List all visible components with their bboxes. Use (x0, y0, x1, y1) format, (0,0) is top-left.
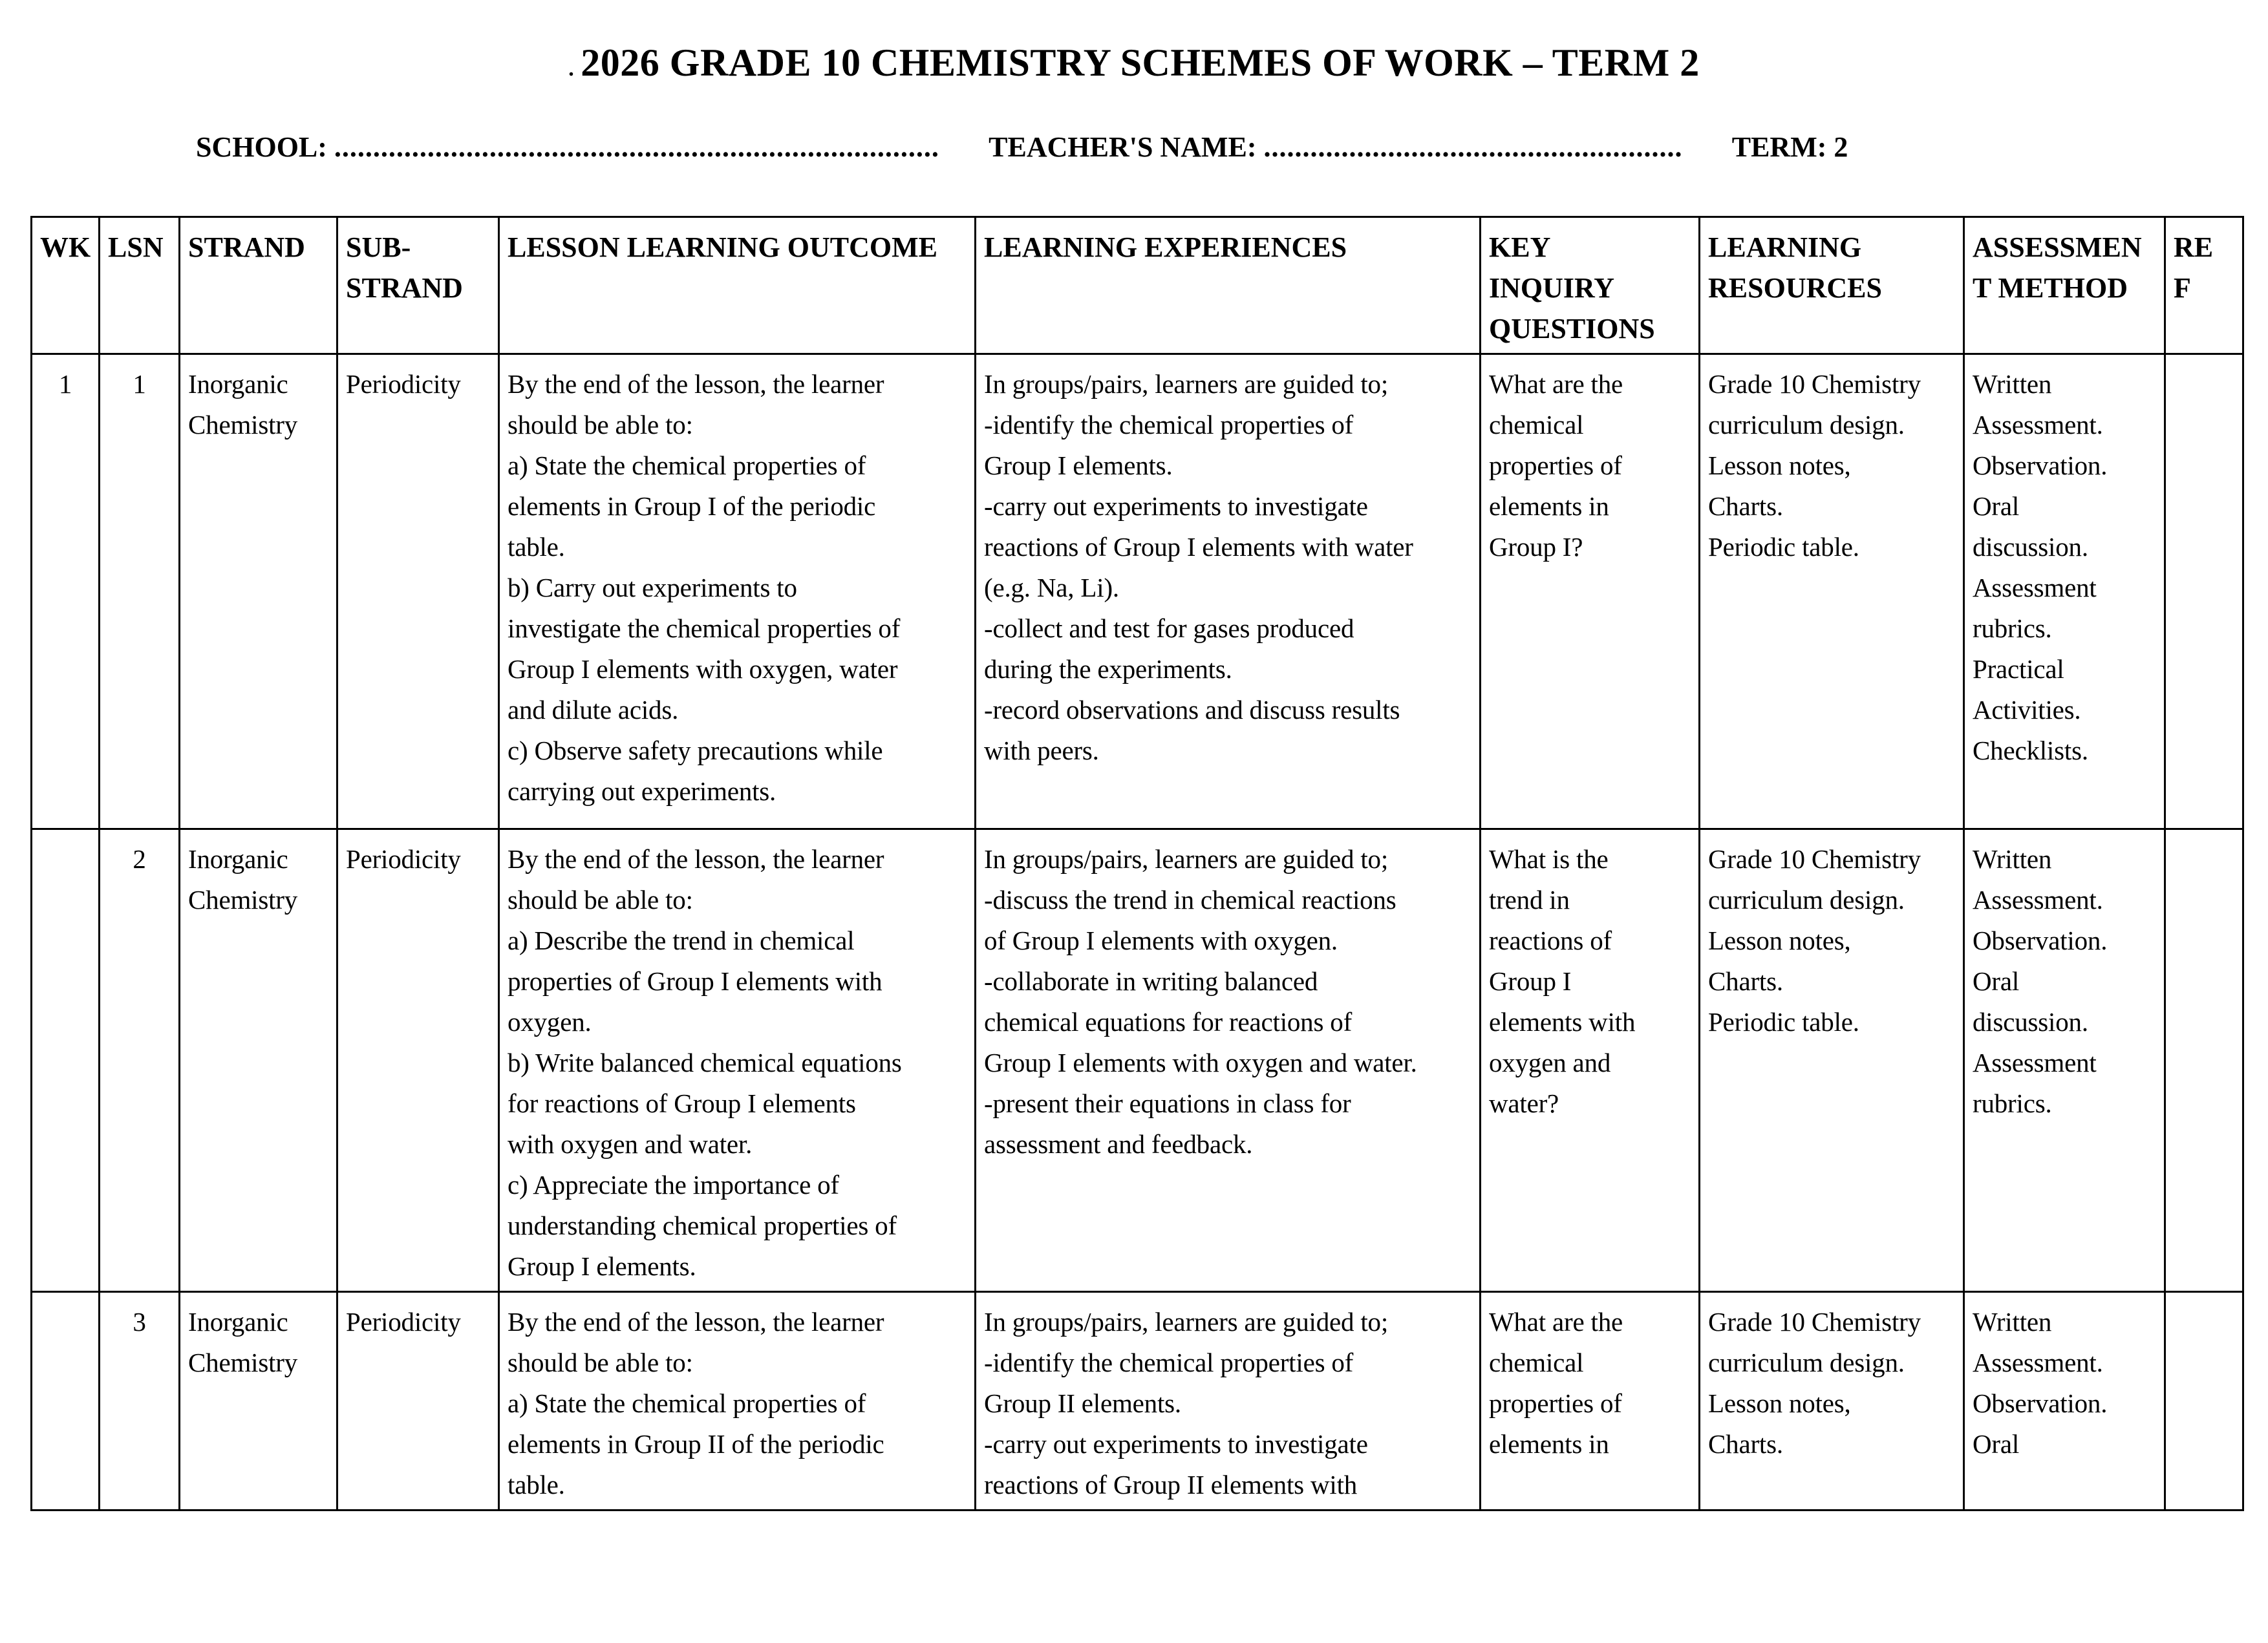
text-line: Group I (1489, 966, 1572, 996)
text-line: should be able to: (508, 885, 693, 915)
lesson-learning-outcome-cell (499, 1292, 976, 1510)
sub-strand-cell (337, 1292, 499, 1510)
text-line: Lesson notes, (1708, 450, 1851, 480)
header-learning-resources (1700, 217, 1964, 354)
text-line: table. (508, 532, 565, 562)
text-line: WK (40, 231, 91, 263)
header-lesson-learning-outcome (499, 217, 976, 354)
text-line: Checklists. (1973, 736, 2088, 765)
text-line: Grade 10 Chemistry (1708, 844, 1921, 874)
table-row (32, 1292, 2243, 1510)
text-line: -collaborate in writing balanced (984, 966, 1318, 996)
learning-resources-cell (1700, 1292, 1964, 1510)
text-line: Group I? (1489, 532, 1583, 562)
text-line: properties of (1489, 1388, 1622, 1418)
text-line: discussion. (1973, 1007, 2088, 1037)
text-line: elements in (1489, 491, 1609, 521)
text-line: Oral (1973, 966, 2020, 996)
strand-cell (180, 1292, 337, 1510)
text-line: a) Describe the trend in chemical (508, 926, 855, 955)
text-line: Oral (1973, 491, 2020, 521)
strand-cell (180, 829, 337, 1292)
text-line: Charts. (1708, 966, 1783, 996)
text-line: Chemistry (188, 885, 298, 915)
text-line: with oxygen and water. (508, 1129, 753, 1159)
text-line: Inorganic (188, 844, 288, 874)
lsn-cell: 3 (100, 1292, 180, 1510)
text-line: (e.g. Na, Li). (984, 573, 1119, 602)
school-blank-dots: .............................................................................. (334, 131, 939, 163)
text-line: reactions of (1489, 926, 1612, 955)
learning-resources-cell (1700, 829, 1964, 1292)
text-line: b) Write balanced chemical equations (508, 1048, 902, 1077)
text-line: Inorganic (188, 1307, 288, 1337)
text-line: Oral (1973, 1429, 2020, 1459)
text-line: water? (1489, 1088, 1559, 1118)
table-row (32, 829, 2243, 1292)
text-line: Grade 10 Chemistry (1708, 1307, 1921, 1337)
text-line: By the end of the lesson, the learner (508, 844, 884, 874)
text-line: reactions of Group I elements with water (984, 532, 1413, 562)
header-strand (180, 217, 337, 354)
wk-cell (32, 1292, 100, 1510)
header-ref (2165, 217, 2243, 354)
text-line: reactions of Group II elements with (984, 1470, 1358, 1500)
table-header-row (32, 217, 2243, 354)
text-line: Observation. (1973, 926, 2108, 955)
assessment-method-cell (1964, 829, 2165, 1292)
text-line: Periodicity (346, 1307, 461, 1337)
text-line: Observation. (1973, 450, 2108, 480)
text-line: during the experiments. (984, 654, 1232, 684)
text-line: Group I elements. (508, 1251, 696, 1281)
text-line: INQUIRY (1489, 272, 1615, 304)
text-line: Periodicity (346, 369, 461, 399)
text-line: curriculum design. (1708, 885, 1905, 915)
text-line: -collect and test for gases produced (984, 613, 1354, 643)
text-line: What are the (1489, 1307, 1623, 1337)
text-line: chemical (1489, 410, 1584, 440)
text-line: Periodic table. (1708, 532, 1859, 562)
text-line: T METHOD (1973, 272, 2128, 304)
text-line: LEARNING EXPERIENCES (984, 231, 1347, 263)
teacher-name-label: TEACHER'S NAME: (989, 131, 1257, 163)
learning-experiences-cell (976, 829, 1481, 1292)
text-line: -record observations and discuss results (984, 695, 1400, 725)
lsn-cell: 2 (100, 829, 180, 1292)
text-line: should be able to: (508, 1348, 693, 1377)
text-line: should be able to: (508, 410, 693, 440)
text-line: investigate the chemical properties of (508, 613, 901, 643)
text-line: Assessment. (1973, 885, 2103, 915)
text-line: understanding chemical properties of (508, 1211, 897, 1240)
text-line: -present their equations in class for (984, 1088, 1351, 1118)
text-line: trend in (1489, 885, 1570, 915)
text-line: STRAND (188, 231, 305, 263)
text-line: In groups/pairs, learners are guided to; (984, 844, 1389, 874)
header-assessment-method (1964, 217, 2165, 354)
text-line: Periodic table. (1708, 1007, 1859, 1037)
text-line: rubrics. (1973, 1088, 2052, 1118)
text-line: Periodicity (346, 844, 461, 874)
text-line: Written (1973, 1307, 2052, 1337)
text-line: Assessment. (1973, 410, 2103, 440)
text-line: Chemistry (188, 410, 298, 440)
text-line: Assessment. (1973, 1348, 2103, 1377)
text-line: rubrics. (1973, 613, 2052, 643)
text-line: -identify the chemical properties of (984, 1348, 1354, 1377)
text-line: By the end of the lesson, the learner (508, 369, 884, 399)
text-line: elements in Group II of the periodic (508, 1429, 884, 1459)
text-line: c) Observe safety precautions while (508, 736, 883, 765)
text-line: Written (1973, 369, 2052, 399)
key-inquiry-questions-cell (1481, 354, 1700, 829)
strand-cell (180, 354, 337, 829)
header-wk (32, 217, 100, 354)
text-line: LEARNING (1708, 231, 1862, 263)
text-line: elements with (1489, 1007, 1636, 1037)
lesson-learning-outcome-cell (499, 354, 976, 829)
text-line: QUESTIONS (1489, 313, 1655, 344)
text-line: -carry out experiments to investigate (984, 491, 1368, 521)
lesson-learning-outcome-cell (499, 829, 976, 1292)
text-line: Written (1973, 844, 2052, 874)
text-line: Group I elements with oxygen, water (508, 654, 898, 684)
text-line: RE (2174, 231, 2214, 263)
text-line: elements in Group I of the periodic (508, 491, 876, 521)
header-key-inquiry-questions (1481, 217, 1700, 354)
text-line: STRAND (346, 272, 463, 304)
text-line: By the end of the lesson, the learner (508, 1307, 884, 1337)
text-line: curriculum design. (1708, 410, 1905, 440)
text-line: Inorganic (188, 369, 288, 399)
text-line: Chemistry (188, 1348, 298, 1377)
text-line: Group I elements with oxygen and water. (984, 1048, 1417, 1077)
text-line: -discuss the trend in chemical reactions (984, 885, 1396, 915)
sub-strand-cell (337, 829, 499, 1292)
text-line: Practical (1973, 654, 2064, 684)
text-line: a) State the chemical properties of (508, 1388, 866, 1418)
text-line: carrying out experiments. (508, 776, 776, 806)
text-line: What are the (1489, 369, 1623, 399)
text-line: Observation. (1973, 1388, 2108, 1418)
text-line: -identify the chemical properties of (984, 410, 1354, 440)
text-line: Lesson notes, (1708, 926, 1851, 955)
text-line: LSN (108, 231, 164, 263)
text-line: properties of Group I elements with (508, 966, 883, 996)
text-line: and dilute acids. (508, 695, 679, 725)
text-line: of Group I elements with oxygen. (984, 926, 1338, 955)
text-line: Grade 10 Chemistry (1708, 369, 1921, 399)
text-line: with peers. (984, 736, 1099, 765)
text-line: Group I elements. (984, 450, 1173, 480)
text-line: Charts. (1708, 1429, 1783, 1459)
text-line: LESSON LEARNING OUTCOME (508, 231, 938, 263)
text-line: oxygen. (508, 1007, 592, 1037)
text-line: SUB- (346, 231, 411, 263)
text-line: Activities. (1973, 695, 2081, 725)
table-row (32, 354, 2243, 829)
text-line: Assessment (1973, 573, 2097, 602)
assessment-method-cell (1964, 354, 2165, 829)
ref-cell (2165, 354, 2243, 829)
key-inquiry-questions-cell (1481, 829, 1700, 1292)
wk-cell (32, 829, 100, 1292)
learning-resources-cell (1700, 354, 1964, 829)
school-label: SCHOOL: (196, 131, 327, 163)
text-line: Charts. (1708, 491, 1783, 521)
text-line: Assessment (1973, 1048, 2097, 1077)
text-line: F (2174, 272, 2191, 304)
teacher-name-blank-dots: ...................................................... (1263, 131, 1683, 163)
text-line: RESOURCES (1708, 272, 1882, 304)
header-sub-strand (337, 217, 499, 354)
text-line: c) Appreciate the importance of (508, 1170, 839, 1200)
lsn-cell: 1 (100, 354, 180, 829)
text-line: discussion. (1973, 532, 2088, 562)
page-title (0, 40, 2268, 92)
learning-experiences-cell (976, 354, 1481, 829)
text-line: b) Carry out experiments to (508, 573, 797, 602)
text-line: ASSESSMEN (1973, 231, 2142, 263)
header-learning-experiences (976, 217, 1481, 354)
text-line: Lesson notes, (1708, 1388, 1851, 1418)
text-line: chemical (1489, 1348, 1584, 1377)
assessment-method-cell (1964, 1292, 2165, 1510)
page (0, 40, 2268, 1643)
text-line: KEY (1489, 231, 1551, 263)
school-teacher-term-line (196, 127, 2268, 167)
text-line: In groups/pairs, learners are guided to; (984, 1307, 1389, 1337)
text-line: for reactions of Group I elements (508, 1088, 856, 1118)
term-label: TERM: 2 (1731, 131, 1848, 163)
text-line: assessment and feedback. (984, 1129, 1253, 1159)
text-line: What is the (1489, 844, 1609, 874)
text-line: Group II elements. (984, 1388, 1181, 1418)
wk-cell: 1 (32, 354, 100, 829)
text-line: -carry out experiments to investigate (984, 1429, 1368, 1459)
text-line: elements in (1489, 1429, 1609, 1459)
title-text: 2026 GRADE 10 CHEMISTRY SCHEMES OF WORK – TERM 2 (581, 41, 1700, 84)
title-prefix-dot: . (568, 57, 575, 81)
text-line: properties of (1489, 450, 1622, 480)
key-inquiry-questions-cell (1481, 1292, 1700, 1510)
text-line: a) State the chemical properties of (508, 450, 866, 480)
text-line: chemical equations for reactions of (984, 1007, 1353, 1037)
ref-cell (2165, 829, 2243, 1292)
text-line: In groups/pairs, learners are guided to; (984, 369, 1389, 399)
text-line: curriculum design. (1708, 1348, 1905, 1377)
schemes-of-work-table (30, 216, 2244, 1511)
header-lsn (100, 217, 180, 354)
sub-strand-cell (337, 354, 499, 829)
learning-experiences-cell (976, 1292, 1481, 1510)
text-line: table. (508, 1470, 565, 1500)
ref-cell (2165, 1292, 2243, 1510)
text-line: oxygen and (1489, 1048, 1611, 1077)
